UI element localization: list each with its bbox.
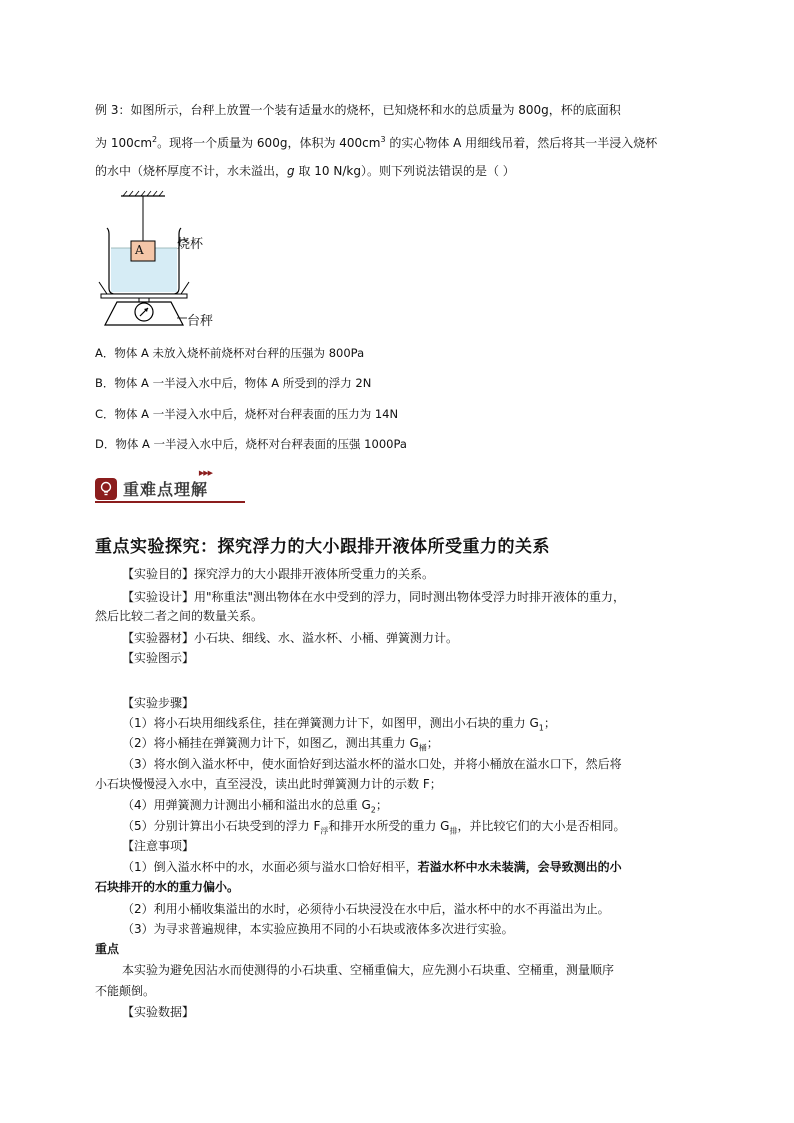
notes-title: 【注意事项】 [122, 839, 195, 853]
badge-title: 重难点理解 [123, 480, 209, 499]
option-c: C．物体 A 一半浸入水中后，烧杯对台秤表面的压力为 14N [95, 407, 399, 421]
step-3-line-1: （3）将水倒入溢水杯中，使水面恰好到达溢水杯的溢水口处，并将小桶放在溢水口下，然后将 [122, 757, 622, 771]
note-2: （2）利用小桶收集溢出的水时，必须待小石块浸没在水中后，溢水杯中的水不再溢出为止。 [122, 902, 610, 916]
step-5: （5）分别计算出小石块受到的浮力 $F_浮$和排开水所受的重力 $G_排$，并比较它们的大小是否相同。 [122, 819, 626, 836]
key-point-line-2: 不能颠倒。 [95, 984, 156, 998]
diagram-title: 【实验图示】 [122, 651, 195, 665]
question-line-2: 为 $100cm^2$。现将一个质量为 600g，体积为 $400cm^3$ 的实心物体 A 用细线吊着，然后将其一半浸入烧杯 [95, 135, 658, 150]
section-title: 重点实验探究：探究浮力的大小跟排开液体所受重力的关系 [95, 537, 550, 557]
note-3: （3）为寻求普遍规律，本实验应换用不同的小石块或液体多次进行实验。 [122, 922, 514, 936]
step-3-line-2: 小石块慢慢浸入水中，直至浸没，读出此时弹簧测力计的示数 F； [95, 777, 442, 791]
note-1-line-2: 石块排开的水的重力偏小。 [95, 880, 240, 894]
key-point-line-1: 本实验为避免因沾水而使测得的小石块重、空桶重偏大，应先测小石块重、空桶重，测量顺序 [122, 963, 615, 977]
option-d: D．物体 A 一半浸入水中后，烧杯对台秤表面的压强 1000Pa [95, 437, 407, 451]
beaker-scale-figure [95, 190, 295, 330]
step-2: （2）将小桶挂在弹簧测力计下，如图乙，测出其重力 $G_桶$； [122, 736, 439, 753]
block-a-label: A [135, 243, 144, 257]
triangle-marks-icon: ▶▶▶ [198, 469, 213, 477]
note-1-line-1: （1）倒入溢水杯中的水，水面必须与溢水口恰好相平，若溢水杯中水未装满，会导致测出的小 [122, 860, 622, 874]
key-point-title: 重点 [95, 942, 120, 956]
materials-line: 【实验器材】小石块、细线、水、溢水杯、小桶、弹簧测力计。 [122, 631, 459, 645]
step-1: （1）将小石块用细线系住，挂在弹簧测力计下，如图甲，测出小石块的重力 $G_1$； [122, 716, 556, 733]
badge-underline [95, 501, 245, 503]
beaker-label: 烧杯 [177, 237, 204, 252]
scale-label: 台秤 [187, 314, 214, 329]
data-title: 【实验数据】 [122, 1005, 195, 1019]
design-line-1: 【实验设计】用"称重法"测出物体在水中受到的浮力，同时测出物体受浮力时排开液体的重力， [122, 590, 626, 604]
question-line-1: 例 3：如图所示，台秤上放置一个装有适量水的烧杯，已知烧杯和水的总质量为 800g，杯的底面积 [95, 103, 621, 117]
option-b: B．物体 A 一半浸入水中后，物体 A 所受到的浮力 2N [95, 376, 372, 390]
purpose-line: 【实验目的】探究浮力的大小跟排开液体所受重力的关系。 [122, 567, 435, 581]
beaker-scale-diagram [95, 190, 295, 330]
steps-title: 【实验步骤】 [122, 696, 195, 710]
design-line-2: 然后比较二者之间的数量关系。 [95, 609, 264, 623]
option-a: A．物体 A 未放入烧杯前烧杯对台秤的压强为 800Pa [95, 346, 365, 360]
step-4: （4）用弹簧测力计测出小桶和溢出水的总重 $G_2$； [122, 798, 388, 815]
lightbulb-icon [95, 478, 117, 500]
section-badge [95, 469, 213, 500]
question-line-3: 的水中（烧杯厚度不计，水未溢出，g 取 10 N/kg）。则下列说法错误的是（ ） [95, 164, 515, 178]
